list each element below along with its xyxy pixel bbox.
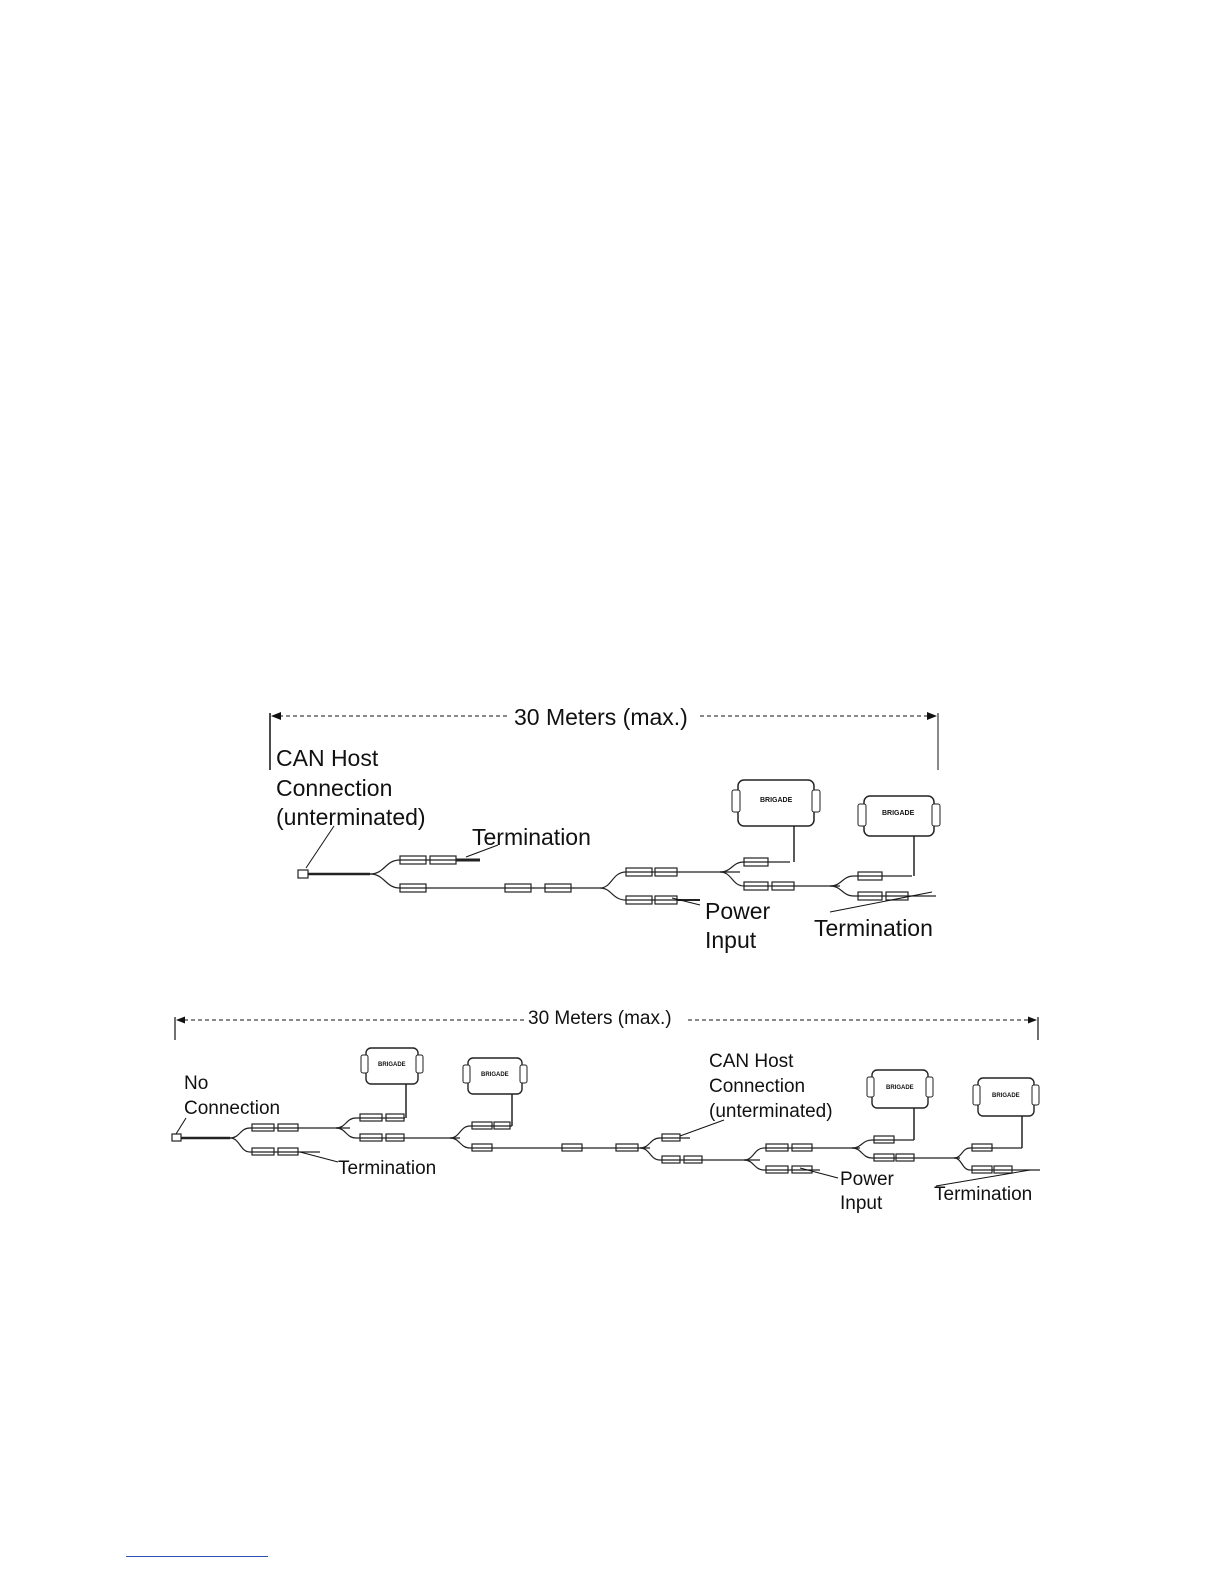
module-logo-bottom-2: BRIGADE — [481, 1072, 509, 1078]
no-connection-label-line-2: Connection — [184, 1098, 281, 1119]
module-logo-bottom-1: BRIGADE — [378, 1062, 406, 1068]
termination-label-1-top: Termination — [472, 824, 591, 850]
termination-label-2-top: Termination — [814, 915, 933, 941]
host-label-line-2-top: Connection — [276, 775, 393, 801]
power-label-line-2-top: Input — [705, 927, 757, 953]
power-label-line-2-bottom: Input — [840, 1193, 883, 1214]
host-label-line-1-bottom: CAN Host — [709, 1051, 794, 1072]
span-label-top: 30 Meters (max.) — [514, 704, 688, 730]
host-label-line-1-top: CAN Host — [276, 745, 379, 771]
span-label-bottom: 30 Meters (max.) — [528, 1008, 672, 1029]
termination-label-1-bottom: Termination — [338, 1158, 437, 1179]
module-logo-top-2: BRIGADE — [882, 810, 915, 817]
module-logo-bottom-4: BRIGADE — [992, 1093, 1020, 1099]
host-label-line-3-bottom: (unterminated) — [709, 1101, 833, 1122]
module-logo-bottom-3: BRIGADE — [886, 1085, 914, 1091]
termination-label-2-bottom: Termination — [934, 1184, 1033, 1205]
no-connection-label-line-1: No — [184, 1073, 209, 1094]
module-logo-top-1: BRIGADE — [760, 797, 793, 804]
host-label-line-2-bottom: Connection — [709, 1076, 806, 1097]
host-label-line-3-top: (unterminated) — [276, 804, 426, 830]
footnote-separator — [126, 1556, 268, 1557]
power-label-line-1-bottom: Power — [840, 1169, 894, 1190]
power-label-line-1-top: Power — [705, 898, 771, 924]
